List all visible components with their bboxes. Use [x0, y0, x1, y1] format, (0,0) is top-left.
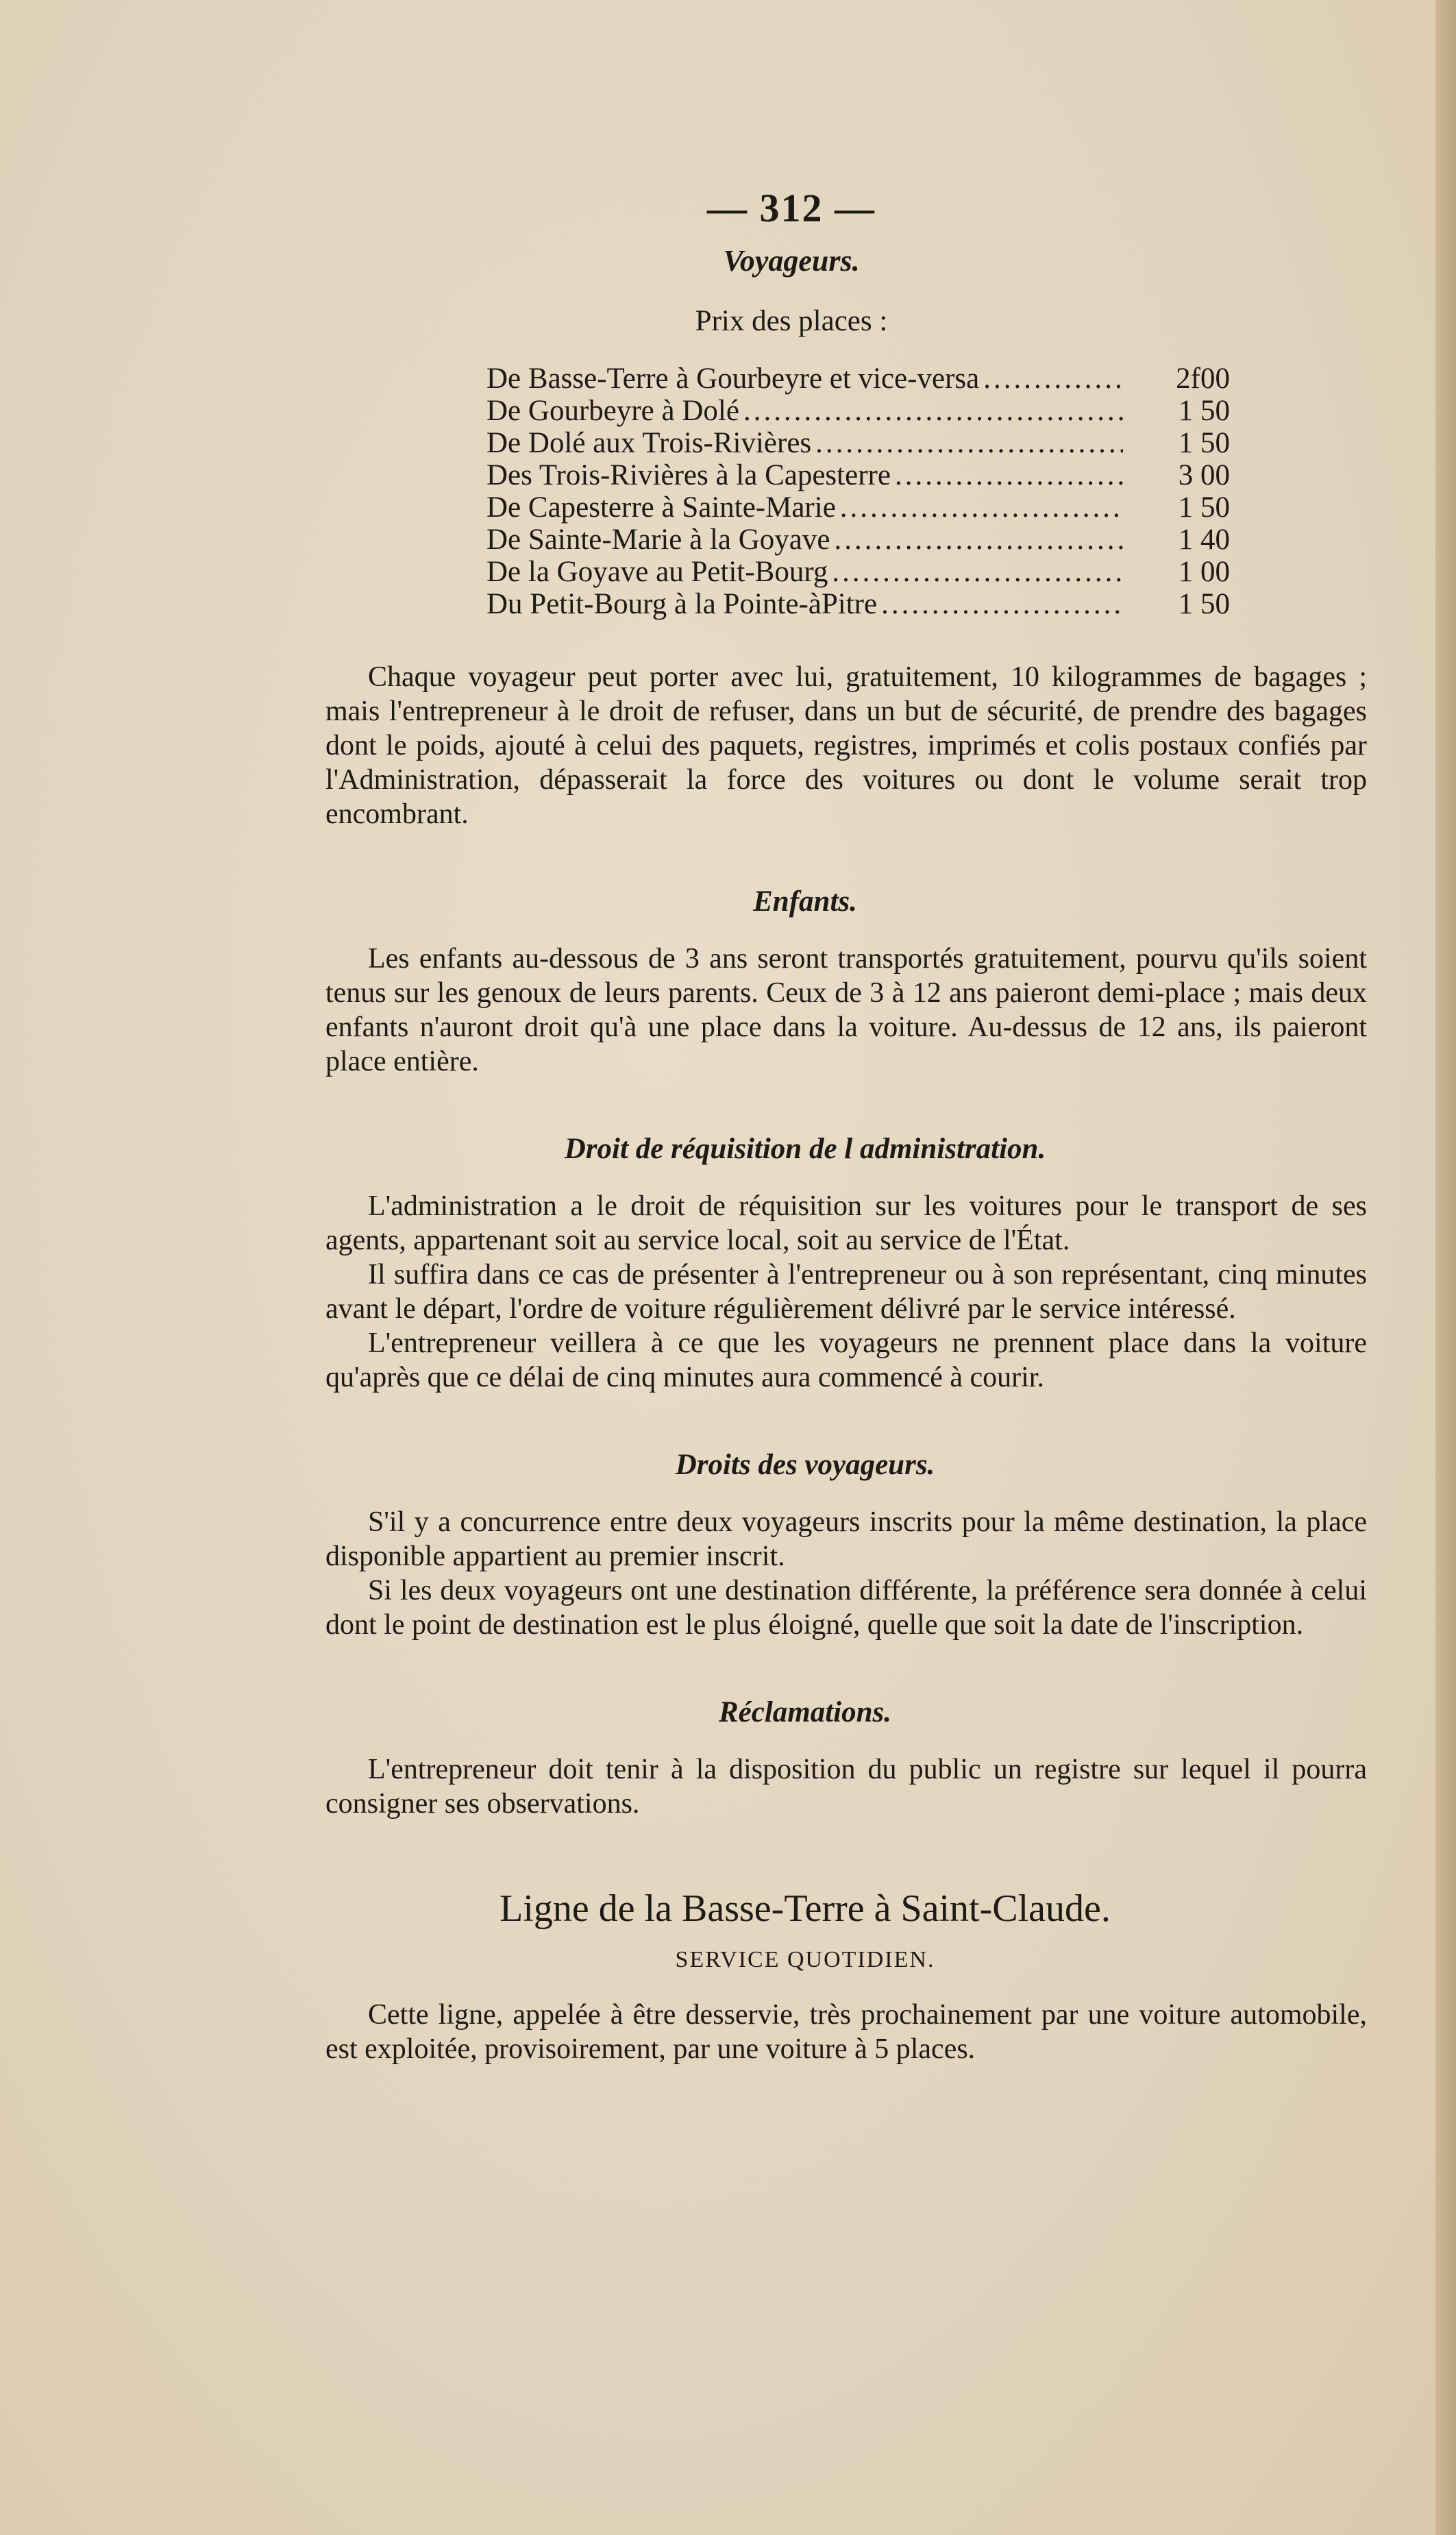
route-label: De Dolé aux Trois-Rivières	[486, 427, 812, 459]
prix-des-places-label: Prix des places :	[695, 305, 888, 337]
section-title-droits: Droits des voyageurs.	[675, 1449, 935, 1481]
dot-leader	[832, 556, 1123, 588]
page-edge	[1435, 0, 1456, 2535]
ligne-title: Ligne de la Basse-Terre à Saint-Claude.	[499, 1887, 1111, 1930]
droits-paragraph-2: Si les deux voyageurs ont une destination différente, la préférence sera donnée à celui dont le point de destination est le plus éloigné, quelle que soit la date de l'inscription.	[325, 1575, 1367, 1641]
route-label: De la Goyave au Petit-Bourg	[486, 556, 828, 588]
route-label: Du Petit-Bourg à la Pointe-àPitre	[486, 588, 878, 620]
price-value: 1 50	[1178, 395, 1230, 427]
price-table	[486, 363, 1230, 620]
bagages-paragraph: Chaque voyageur peut porter avec lui, gratuitement, 10 kilogrammes de bagages ; mais l'entrepreneur à le droit de refuser, dans un but de sécurité, de prendre des bagages dont le poids, ajouté à celui des paquets, registres, imprimés et colis postaux confiés par l'Administration, dépasserait la force des voitures ou dont le volume serait trop encombrant.	[325, 661, 1367, 830]
price-row	[486, 556, 1230, 588]
price-value: 1 40	[1178, 524, 1230, 556]
price-row	[486, 363, 1230, 395]
ligne-paragraph: Cette ligne, appelée à être desservie, très prochainement par une voiture automobile, est exploitée, provisoirement, par une voiture à 5 places.	[325, 1999, 1367, 2065]
dot-leader	[895, 459, 1123, 491]
route-label: De Sainte-Marie à la Goyave	[486, 524, 830, 556]
price-row	[486, 491, 1230, 524]
price-row	[486, 588, 1230, 620]
requisition-paragraph-1: L'administration a le droit de réquisition sur les voitures pour le transport de ses agents, appartenant soit au service local, soit au service de l'État.	[325, 1190, 1367, 1256]
service-quotidien-label: SERVICE QUOTIDIEN.	[675, 1947, 935, 1972]
route-label: De Basse-Terre à Gourbeyre et vice-versa	[486, 363, 980, 395]
section-title-reclamations: Réclamations.	[718, 1696, 892, 1728]
route-label: Des Trois-Rivières à la Capesterre	[486, 459, 891, 491]
dot-leader	[983, 363, 1123, 395]
price-row	[486, 524, 1230, 556]
requisition-paragraph-3: L'entrepreneur veillera à ce que les voyageurs ne prennent place dans la voiture qu'après que ce délai de cinq minutes aura commencé à courir.	[325, 1327, 1367, 1393]
dot-leader	[743, 395, 1123, 427]
dot-leader	[840, 491, 1123, 524]
reclamations-paragraph: L'entrepreneur doit tenir à la disposition du public un registre sur lequel il pourra consigner ses observations.	[325, 1754, 1367, 1820]
document-page	[325, 185, 1367, 2066]
dot-leader	[834, 524, 1123, 556]
route-label: De Gourbeyre à Dolé	[486, 395, 739, 427]
section-title-requisition: Droit de réquisition de l administration.	[564, 1133, 1046, 1165]
price-value: 1 50	[1178, 491, 1230, 524]
page-number: — 312 —	[707, 186, 876, 230]
section-title-enfants: Enfants.	[753, 885, 857, 918]
dot-leader	[881, 588, 1123, 620]
requisition-paragraph-2: Il suffira dans ce cas de présenter à l'entrepreneur ou à son représentant, cinq minutes avant le départ, l'ordre de voiture régulièrement délivré par le service intéressé.	[325, 1259, 1367, 1325]
price-value: 2f00	[1176, 363, 1230, 395]
dot-leader	[815, 427, 1123, 459]
price-row	[486, 427, 1230, 459]
section-heading-voyageurs: Voyageurs.	[723, 244, 860, 278]
price-value: 1 50	[1178, 427, 1230, 459]
price-row	[486, 395, 1230, 427]
enfants-paragraph: Les enfants au-dessous de 3 ans seront transportés gratuitement, pourvu qu'ils soient tenus sur les genoux de leurs parents. Ceux de 3 à 12 ans paieront demi-place ; mais deux enfants n'auront droit qu'à une place dans la voiture. Au-dessus de 12 ans, ils paieront place entière.	[325, 943, 1367, 1077]
price-value: 1 00	[1178, 556, 1230, 588]
price-value: 3 00	[1178, 459, 1230, 491]
route-label: De Capesterre à Sainte-Marie	[486, 491, 836, 524]
droits-paragraph-1: S'il y a concurrence entre deux voyageurs inscrits pour la même destination, la place disponible appartient au premier inscrit.	[325, 1506, 1367, 1572]
price-row	[486, 459, 1230, 491]
price-value: 1 50	[1178, 588, 1230, 620]
